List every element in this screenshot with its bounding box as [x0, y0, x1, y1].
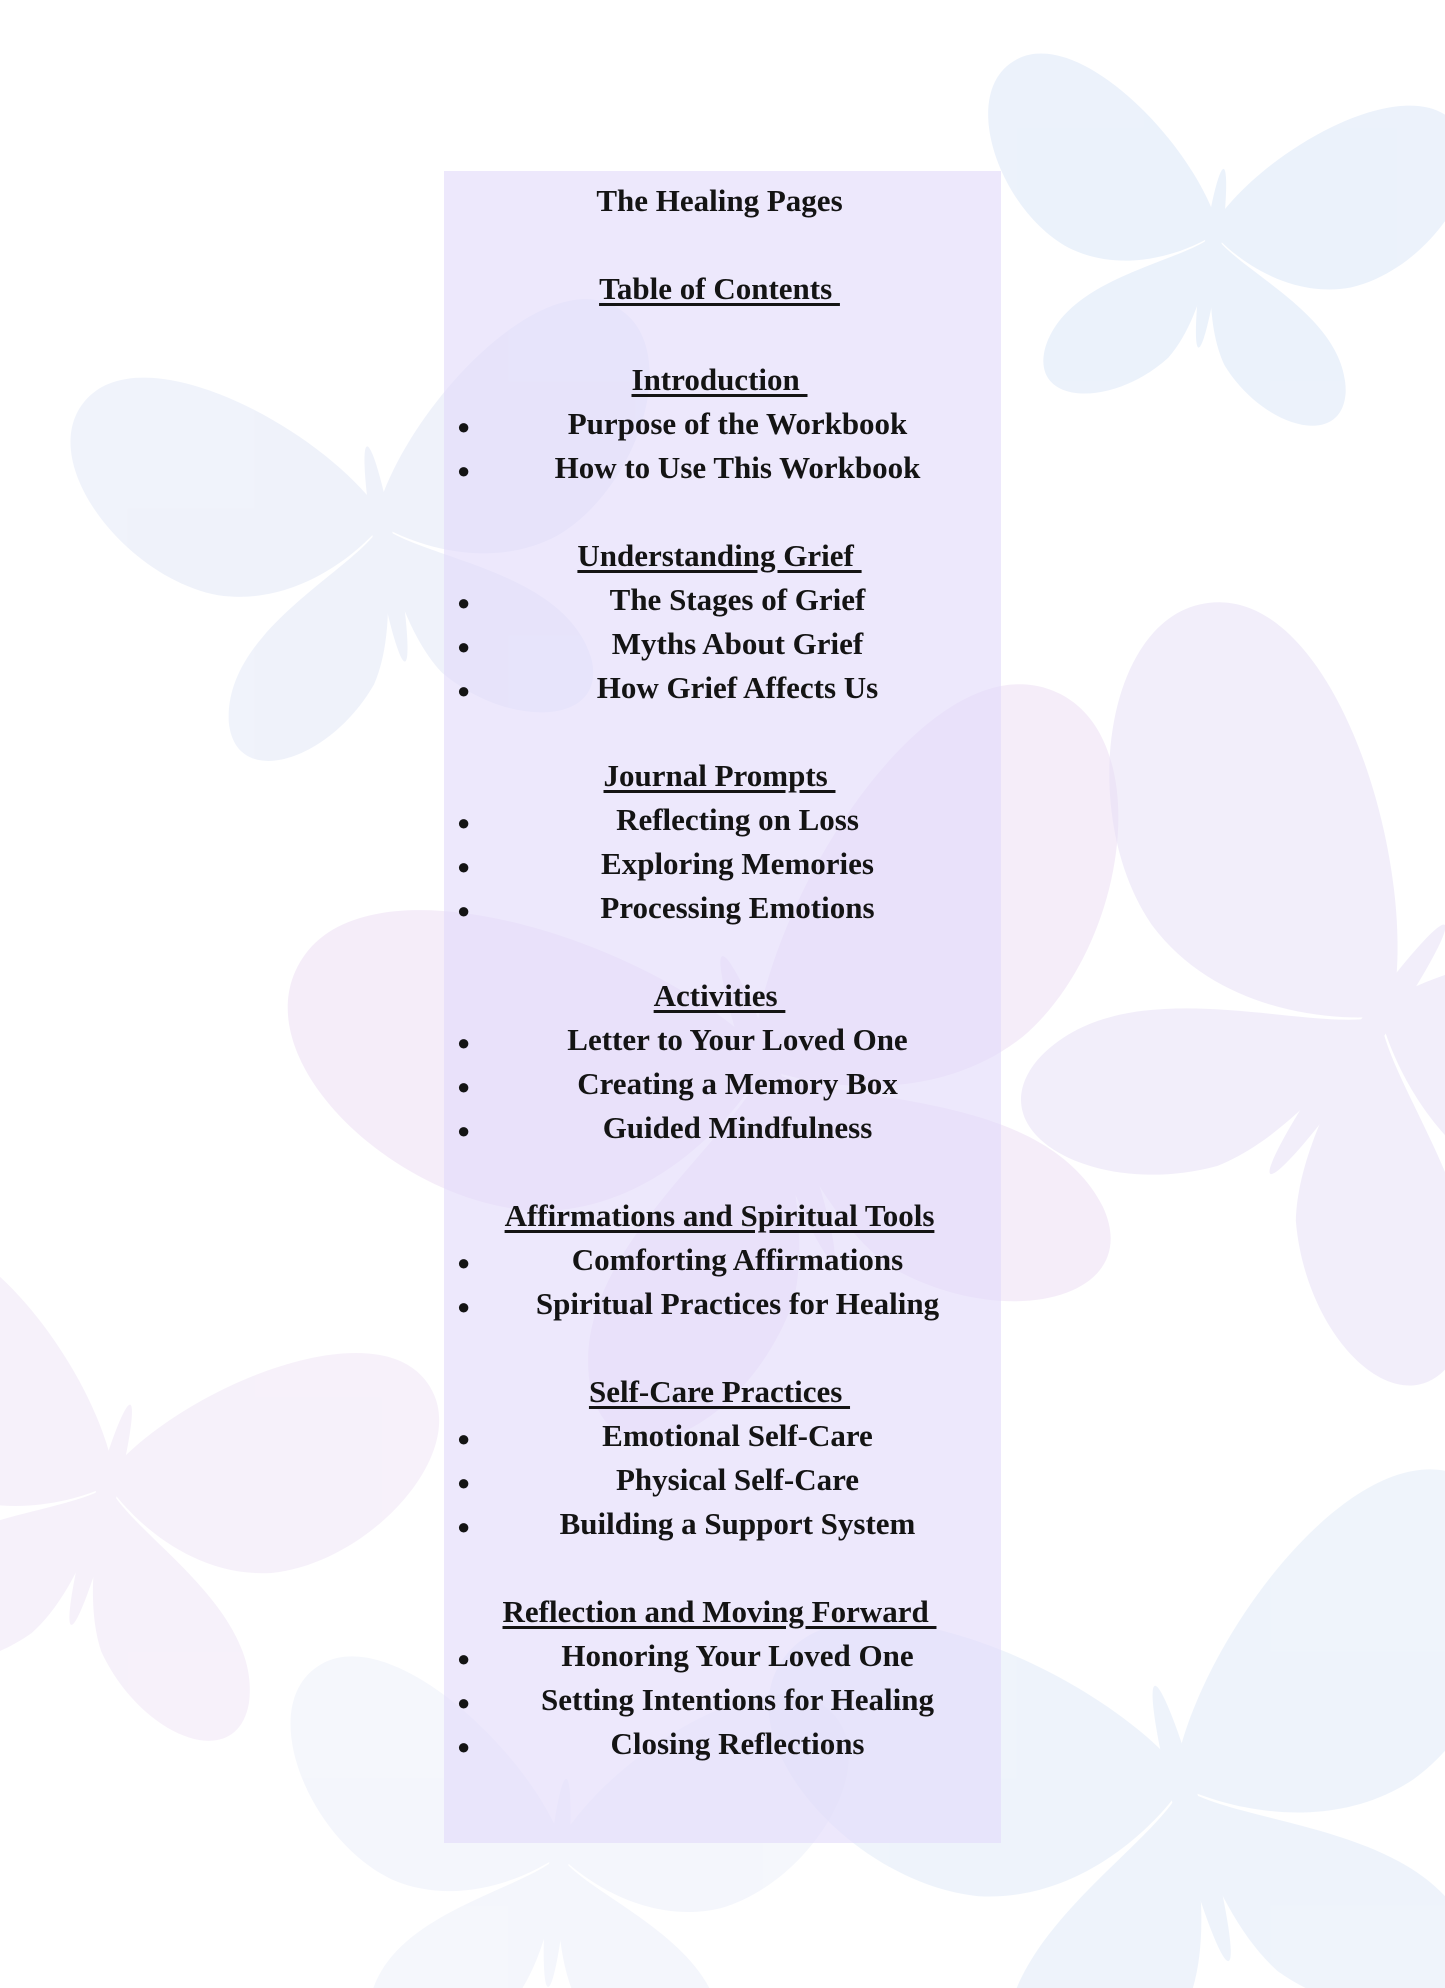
toc-section	[444, 754, 1001, 930]
list-item	[444, 798, 1001, 842]
list-item-label: The Stages of Grief	[609, 582, 866, 617]
toc-section	[444, 534, 1001, 710]
table-of-contents-heading: Table of Contents	[599, 271, 840, 306]
list-item-label: Creating a Memory Box	[577, 1066, 898, 1101]
list-item-label: How Grief Affects Us	[596, 670, 879, 705]
list-item	[444, 1458, 1001, 1502]
section-heading: Activities	[653, 978, 786, 1013]
section-heading: Introduction	[631, 362, 808, 397]
list-item-label: Exploring Memories	[601, 846, 874, 881]
list-item	[444, 1414, 1001, 1458]
bullet-icon: ●	[457, 1690, 471, 1715]
bullet-icon: ●	[457, 1118, 471, 1143]
list-item-label: Letter to Your Loved One	[567, 1022, 908, 1057]
list-item	[444, 1282, 1001, 1326]
list-item	[444, 446, 1001, 490]
toc-section	[444, 358, 1001, 490]
list-item	[444, 666, 1001, 710]
list-item	[444, 842, 1001, 886]
list-item	[444, 1238, 1001, 1282]
list-item	[444, 1678, 1001, 1722]
list-item-label: Processing Emotions	[600, 890, 875, 925]
list-item-label: Closing Reflections	[610, 1726, 865, 1761]
list-item-label: Guided Mindfulness	[602, 1110, 873, 1145]
list-item	[444, 1502, 1001, 1546]
bullet-icon: ●	[457, 414, 471, 439]
bullet-icon: ●	[457, 1514, 471, 1539]
toc-section	[444, 1590, 1001, 1766]
list-item	[444, 622, 1001, 666]
contents-sections	[444, 358, 1001, 1810]
bullet-icon: ●	[457, 1030, 471, 1055]
section-heading: Affirmations and Spiritual Tools	[504, 1198, 935, 1233]
toc-section	[444, 974, 1001, 1150]
list-item	[444, 886, 1001, 930]
list-item	[444, 1634, 1001, 1678]
list-item	[444, 578, 1001, 622]
list-item	[444, 1106, 1001, 1150]
bullet-icon: ●	[457, 590, 471, 615]
list-item-label: Spiritual Practices for Healing	[535, 1286, 940, 1321]
list-item-label: Reflecting on Loss	[616, 802, 859, 837]
list-item	[444, 1018, 1001, 1062]
toc-section	[444, 1370, 1001, 1546]
list-item-label: Myths About Grief	[611, 626, 864, 661]
list-item-label: Purpose of the Workbook	[567, 406, 908, 441]
bullet-icon: ●	[457, 898, 471, 923]
list-item-label: Building a Support System	[559, 1506, 916, 1541]
bullet-icon: ●	[457, 810, 471, 835]
bullet-icon: ●	[457, 1250, 471, 1275]
toc-section	[444, 1194, 1001, 1326]
bullet-icon: ●	[457, 1646, 471, 1671]
list-item	[444, 1722, 1001, 1766]
list-item	[444, 1062, 1001, 1106]
bullet-icon: ●	[457, 634, 471, 659]
bullet-icon: ●	[457, 678, 471, 703]
butterfly-icon	[951, 47, 1445, 443]
list-item-label: Honoring Your Loved One	[561, 1638, 914, 1673]
document-title: The Healing Pages	[596, 183, 843, 218]
bullet-icon: ●	[457, 458, 471, 483]
list-item-label: Emotional Self-Care	[602, 1418, 873, 1453]
section-heading: Self-Care Practices	[588, 1374, 851, 1409]
section-heading: Understanding Grief	[577, 538, 862, 573]
list-item-label: Setting Intentions for Healing	[541, 1682, 934, 1717]
bullet-icon: ●	[457, 854, 471, 879]
bullet-icon: ●	[457, 1074, 471, 1099]
bullet-icon: ●	[457, 1470, 471, 1495]
section-heading: Journal Prompts	[603, 758, 836, 793]
bullet-icon: ●	[457, 1294, 471, 1319]
list-item-label: Physical Self-Care	[615, 1462, 860, 1497]
list-item-label: Comforting Affirmations	[571, 1242, 904, 1277]
bullet-icon: ●	[457, 1734, 471, 1759]
list-item-label: How to Use This Workbook	[554, 450, 921, 485]
list-item	[444, 402, 1001, 446]
bullet-icon: ●	[457, 1426, 471, 1451]
section-heading: Reflection and Moving Forward	[502, 1594, 937, 1629]
